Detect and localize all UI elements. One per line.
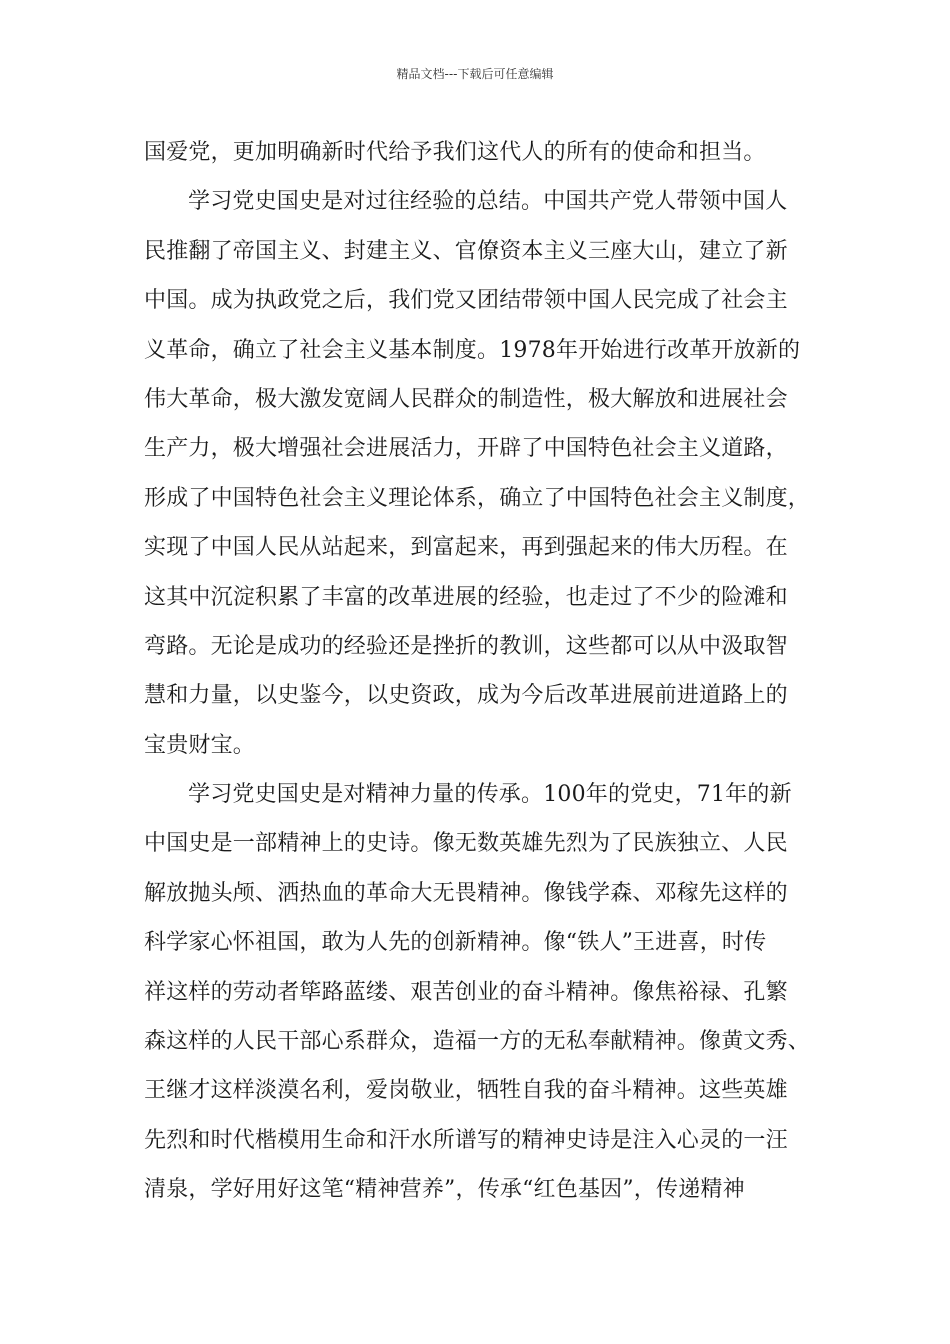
text-line: 清泉，学好用好这笔“精神营养”，传承“红色基因”，传递精神 (144, 1177, 745, 1203)
text-line: 慧和力量，以史鉴今，以史资政，成为今后改革进展前进道路上的 (144, 683, 788, 709)
text-line: 伟大革命，极大激发宽阔人民群众的制造性，极大解放和进展社会 (144, 386, 788, 412)
text-line: 生产力，极大增强社会进展活力，开辟了中国特色社会主义道路， (144, 436, 788, 462)
text-line: 森这样的人民干部心系群众，造福一方的无私奉献精神。像黄文秀、 (144, 1029, 811, 1055)
text-line: 中国史是一部精神上的史诗。像无数英雄先烈为了民族独立、人民 (144, 831, 788, 857)
text-line: 形成了中国特色社会主义理论体系，确立了中国特色社会主义制度， (144, 485, 811, 511)
document-body (144, 128, 811, 1215)
paragraph-start-line: 学习党史国史是对过往经验的总结。中国共产党人带领中国人 (188, 189, 788, 215)
text-line: 实现了中国人民从站起来，到富起来，再到强起来的伟大历程。在 (144, 535, 788, 561)
text-line: 祥这样的劳动者筚路蓝缕、艰苦创业的奋斗精神。像焦裕禄、孔繁 (144, 979, 788, 1005)
text-line: 解放抛头颅、洒热血的革命大无畏精神。像钱学森、邓稼先这样的 (144, 880, 788, 906)
text-line: 中国。成为执政党之后，我们党又团结带领中国人民完成了社会主 (144, 288, 788, 314)
text-line: 宝贵财宝。 (144, 732, 256, 758)
text-line: 弯路。无论是成功的经验还是挫折的教训，这些都可以从中汲取智 (144, 633, 788, 659)
text-line: 这其中沉淀积累了丰富的改革进展的经验，也走过了不少的险滩和 (144, 584, 788, 610)
text-line: 先烈和时代楷模用生命和汗水所谱写的精神史诗是注入心灵的一汪 (144, 1127, 788, 1153)
text-line: 国爱党，更加明确新时代给予我们这代人的所有的使命和担当。 (144, 140, 766, 165)
paragraph-start-line: 学习党史国史是对精神力量的传承。100年的党史，71年的新 (188, 782, 792, 808)
text-line: 科学家心怀祖国，敢为人先的创新精神。像“铁人”王进喜，时传 (144, 930, 767, 956)
text-line: 王继才这样淡漠名利，爱岗敬业，牺牲自我的奋斗精神。这些英雄 (144, 1078, 788, 1104)
page-header: 精品文档---下载后可任意编辑 (396, 67, 554, 81)
text-line: 义革命，确立了社会主义基本制度。1978年开始进行改革开放新的 (144, 337, 801, 363)
text-line: 民推翻了帝国主义、封建主义、官僚资本主义三座大山，建立了新 (144, 238, 788, 264)
